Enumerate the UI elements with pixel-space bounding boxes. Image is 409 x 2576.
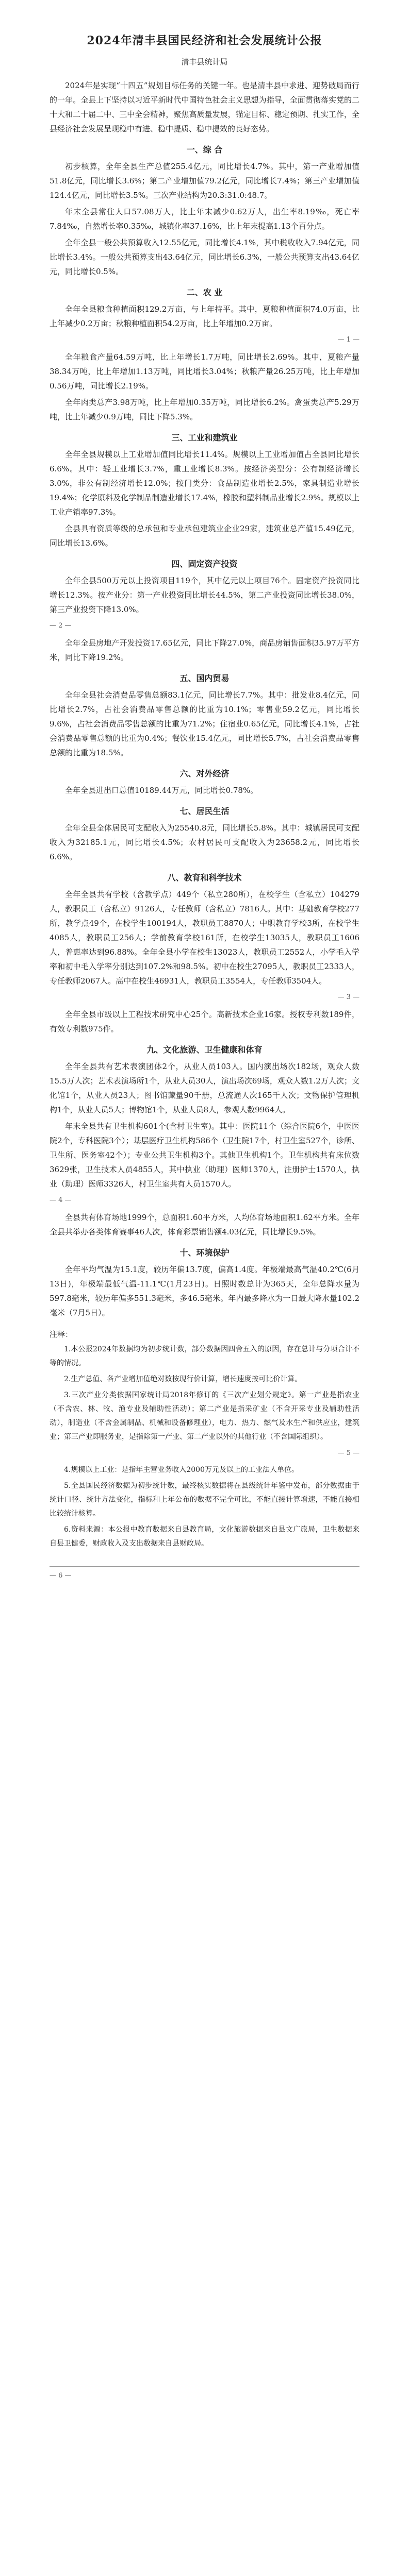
note-item: 4.规模以上工业：是指年主营业务收入2000万元及以上的工业法人单位。	[64, 1466, 299, 1474]
page-number: — 2 —	[50, 622, 72, 630]
section-paragraph: 全年全县进出口总值10189.44万元，同比增长0.78%。	[65, 786, 258, 795]
section-paragraph: 年末全县共有卫生机构601个(含村卫生室)。其中：医院11个（综合医院6个，中医医院2个，专科医院3个）；基层医疗卫生机构586个（卫生院17个，村卫生室527个，诊所、卫生所、医务室42个）；专业公共卫生机构3个。其他卫生机构1个。卫生机构共有床位数3629张，卫生技术人员4855人，其中执业（助理）医师1370人，注册护士1570人，执业（助理）医师3326人，村卫生室共有人员1570人。	[50, 1122, 359, 1189]
section-paragraph: 全年全县粮食种植面积129.2万亩，与上年持平。其中，夏粮种植面积74.0万亩，比上年减少0.2万亩；秋粮种植面积54.2万亩，比上年增加0.2万亩。	[50, 304, 359, 328]
note-item: 2.生产总值、各产业增加值绝对数按现行价计算，增长速度按可比价计算。	[64, 1375, 302, 1383]
section-heading: 六、对外经济	[179, 769, 230, 778]
page-number: — 4 —	[50, 1196, 72, 1204]
section-paragraph: 全年平均气温为15.1度，较历年偏13.7度，偏高1.4度。年极端最高气温40.2℃(6月13日)，年极端最低气温-11.1℃(1月23日)。日照时数总计为365天，全年总降水量为597.8毫米，较历年偏多551.3毫米，多46.5毫米。年内最多降水为一日最大降水量102.2毫米（7月5日）。	[50, 1265, 359, 1317]
note-item: 1.本公报2024年数据均为初步统计数，部分数据因四舍五入的原因，存在总计与分项合计不等的情况。	[50, 1345, 359, 1367]
section-heading: 四、固定资产投资	[171, 559, 238, 569]
page-number: — 6 —	[50, 1572, 72, 1580]
section-heading: 三、工业和建筑业	[171, 433, 238, 443]
document-author: 清丰县统计局	[181, 57, 228, 66]
page-number: — 3 —	[337, 993, 359, 1001]
section-paragraph: 全年全县500万元以上投资项目119个，其中亿元以上项目76个。固定资产投资同比增长12.3%。按产业分：第一产业投资同比增长44.5%，第二产业投资同比增长38.0%，第三产业投资下降13.0%。	[50, 576, 359, 614]
section-paragraph: 全年全县市级以上工程技术研究中心25个。高新技术企业16家。授权专利数189件，有效专利数975件。	[50, 1010, 359, 1033]
section-paragraph: 全年全县共有艺术表演团体2个，从业人员103人。国内演出场次182场，观众人数15.5万人次；艺术表演场所1个，从业人员30人，演出场次69场，观众人数1.2万人次；文化馆1个，从业人员23人；图书馆藏量90千册，总流通人次165千人次；文物保护管理机构1个，从业人员5人；博物馆1个，从业人员8人，参观人数9964人。	[50, 1062, 359, 1114]
section-paragraph: 全年全县一般公共预算收入12.55亿元，同比增长4.1%，其中税收收入7.94亿元，同比增长3.4%。一般公共预算支出43.64亿元，同比增长6.3%，一般公共预算支出43.64亿元，同比增长0.5%。	[50, 238, 359, 276]
section-heading: 十、环境保护	[179, 1248, 230, 1258]
intro-paragraph: 2024年是实现“十四五”规划目标任务的关键一年。也是清丰县中求进、迎势破局而行的一年。全县上下坚持以习近平新时代中国特色社会主义思想为指导，全面贯彻落实党的二十大和二十届二中、三中全会精神，聚焦高质量发展，锚定目标、稳定预期、扎实工作，全县经济社会发展呈现稳中有进、稳中提质、稳中提效的良好态势。	[50, 81, 359, 133]
section-paragraph: 全年全县房地产开发投资17.65亿元，同比下降27.0%，商品房销售面积35.97万平方米，同比下降19.2%。	[50, 638, 359, 662]
page-number: — 5 —	[337, 1449, 359, 1457]
section-paragraph: 全年全县规模以上工业增加值同比增长11.4%。规模以上工业增加值占全县同比增长6.6%。其中：轻工业增长3.7%，重工业增长8.3%。按经济类型分：公有制经济增长3.0%，非公有制经济增长12.0%；按门类分：食品制造业增长2.5%，家具制造业增长19.4%；化学原料及化学制品制造业增长17.4%，橡胶和塑料制品业增长2.9%。规模以上工业产销率97.3%。	[50, 450, 359, 517]
section-heading: 七、居民生活	[179, 806, 230, 816]
page-number: — 1 —	[337, 336, 359, 344]
section-heading: 九、文化旅游、卫生健康和体育	[146, 1045, 263, 1055]
note-item: 6.资料来源：本公报中教育数据来自县教育局，文化旅游数据来自县文广旅局，卫生数据来自县卫健委，财政收入及支出数据来自县财政局。	[50, 1526, 359, 1548]
section-paragraph: 全年肉类总产3.98万吨，比上年增加0.35万吨，同比增长6.2%。禽蛋类总产5.29万吨，比上年减少0.9万吨，同比下降5.3%。	[50, 398, 359, 421]
section-heading: 八、教育和科学技术	[167, 873, 242, 883]
section-paragraph: 全年粮食产量64.59万吨，比上年增长1.7万吨，同比增长2.69%。其中，夏粮产量38.34万吨，比上年增加1.13万吨，同比增长3.04%；秋粮产量26.25万吨，比上年增加0.56万吨，同比增长2.19%。	[50, 352, 359, 391]
note-item: 5.全县国民经济数据为初步统计数，最终核实数据将在县级统计年鉴中发布，部分数据由于统计口径、统计方法变化，指标和上年公布的数据不完全可比，不能直接计算增速，不能直接相比较统计核算。	[50, 1482, 359, 1518]
note-item: 3.三次产业分类依据国家统计局2018年修订的《三次产业划分规定》。第一产业是指农业（不含农、林、牧、渔专业及辅助性活动）；第二产业是指采矿业（不含开采专业及辅助性活动），制造业（不含金属制品、机械和设备修理业），电力、热力、燃气及水生产和供应业，建筑业；第三产业即服务业，是指除第一产业、第二产业以外的其他行业（不含国际组织）。	[50, 1391, 359, 1441]
section-heading: 二、农 业	[186, 287, 223, 297]
section-paragraph: 全年全县共有学校（含教学点）449个（私立280所），在校学生（含私立）104279人，教职员工（含私立）9126人，专任教师（含私立）7816人。其中：基础教育学校277所，教学点49个，在校学生100194人，教职员工8870人；中职教育学校3所，在校学生4085人，教职员工256人；学前教育学校161所，在校学生13035人，教职员工1606人，普惠率达到96.88%。全年全县小学在校生13023人，教职员工2552人，小学毛入学率和初中毛入学率分别达到107.2%和98.5%。初中在校生27095人，教职员工2333人，专任教师2067人。高中在校生46931人，教职员工3554人，专任教师3504人。	[50, 890, 359, 986]
section-paragraph: 全年全县全体居民可支配收入为25540.8元，同比增长5.8%。其中：城镇居民可支配收入为32185.1元，同比增长4.5%；农村居民可支配收入为23658.2元，同比增长6.6%。	[50, 823, 359, 861]
section-paragraph: 初步核算，全年全县生产总值255.4亿元，同比增长4.7%。其中，第一产业增加值51.8亿元，同比增长3.6%；第二产业增加值79.2亿元，同比增长7.4%；第三产业增加值124.4亿元，同比增长3.5%。三次产业结构为20.3:31.0:48.7。	[50, 162, 359, 200]
section-paragraph: 全县具有资质等级的总承包和专业承包建筑业企业29家，建筑业总产值15.49亿元，同比增长13.6%。	[50, 524, 359, 548]
document-title: 2024年清丰县国民经济和社会发展统计公报	[87, 34, 322, 47]
section-heading: 一、综 合	[186, 145, 223, 155]
notes-title: 注释：	[50, 1330, 73, 1339]
section-paragraph: 全县共有体育场地1999个，总面积1.60平方米，人均体育场地面积1.62平方米。全年全县共举办各类体育赛事46人次，体育彩票销售额4.03亿元，同比增长9.5%。	[50, 1213, 359, 1236]
section-paragraph: 年末全县常住人口57.08万人，比上年末减少0.62万人，出生率8.19‰，死亡率7.84‰，自然增长率0.35‰，城镇化率37.16%，比上年末提高1.13个百分点。	[50, 207, 359, 231]
section-heading: 五、国内贸易	[179, 673, 230, 683]
section-paragraph: 全年全县社会消费品零售总额83.1亿元，同比增长7.7%。其中：批发业8.4亿元，同比增长2.7%，占社会消费品零售总额的比重为10.1%；零售业59.2亿元，同比增长9.6%，占社会消费品零售总额的比重为71.2%；住宿业0.65亿元，同比增长4.1%，占社会消费品零售总额的比重为0.4%；餐饮业15.4亿元，同比增长5.7%，占社会消费品零售总额的比重为18.5%。	[50, 690, 359, 757]
footer-divider	[50, 1566, 359, 1567]
